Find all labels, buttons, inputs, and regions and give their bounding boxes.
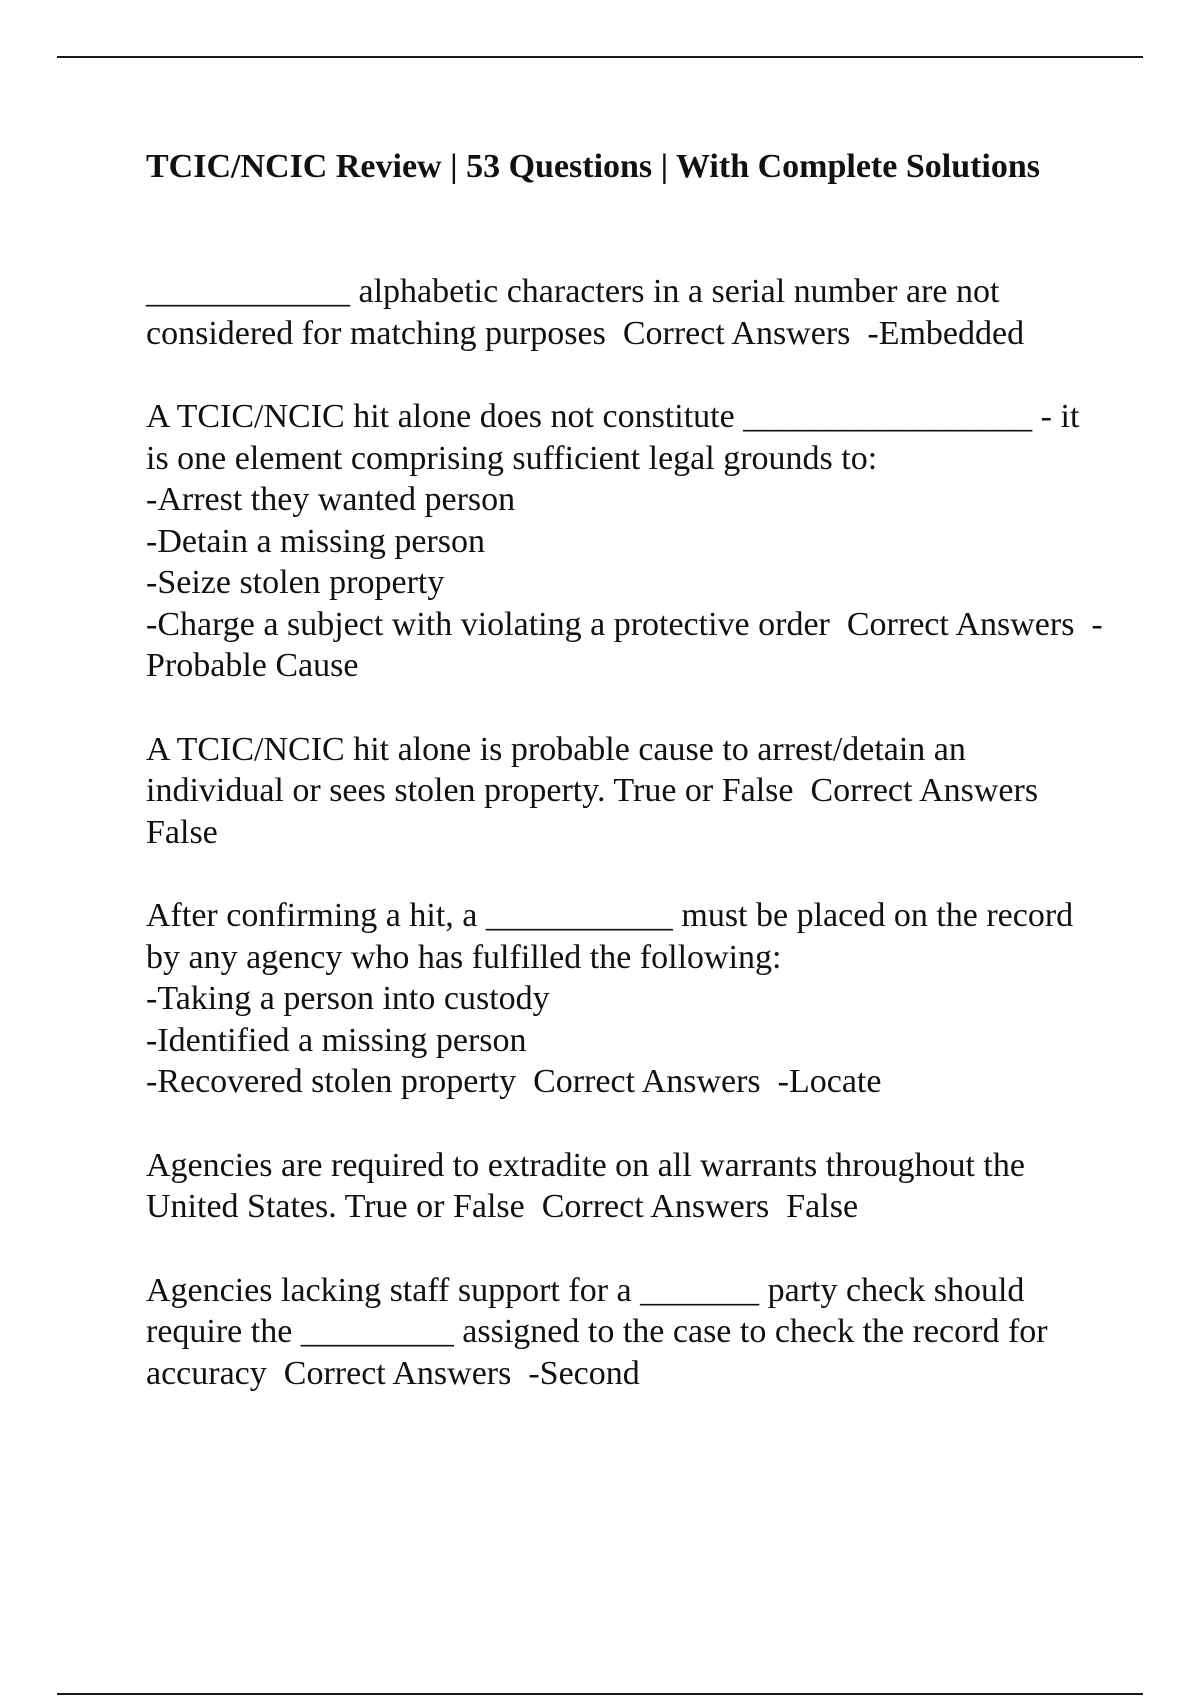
question-item: After confirming a hit, a ___________ must be placed on the record by any agency who has fulfilled the following: -Taking a person into custody -Identified a missing person -Recovered stolen property Correct Answers -Locate (146, 897, 1074, 1100)
question-item: ____________ alphabetic characters in a serial number are not considered for matching purposes Correct Answers -Embedded (146, 273, 1025, 352)
footer-rule (57, 1693, 1143, 1695)
question-item: Agencies are required to extradite on all warrants throughout the United States. True or False Correct Answers False (146, 1146, 1034, 1225)
question-item: Agencies lacking staff support for a _______ party check should require the _________ assigned to the case to check the record for accuracy Correct Answers -Second (146, 1271, 1057, 1392)
header-rule (57, 56, 1143, 58)
question-item: A TCIC/NCIC hit alone is probable cause to arrest/detain an individual or sees stolen property. True or False Correct Answers False (146, 730, 1056, 851)
document-title: TCIC/NCIC Review | 53 Questions | With Complete Solutions (146, 148, 1041, 185)
question-item: A TCIC/NCIC hit alone does not constitute _________________ - it is one element comprising sufficient legal grounds to: -Arrest they wanted person -Detain a missing person -Seize stolen property -Charge a subject with violating a protective order Correct Answers -Probable Cause (146, 398, 1103, 684)
question-list (146, 271, 1106, 1436)
